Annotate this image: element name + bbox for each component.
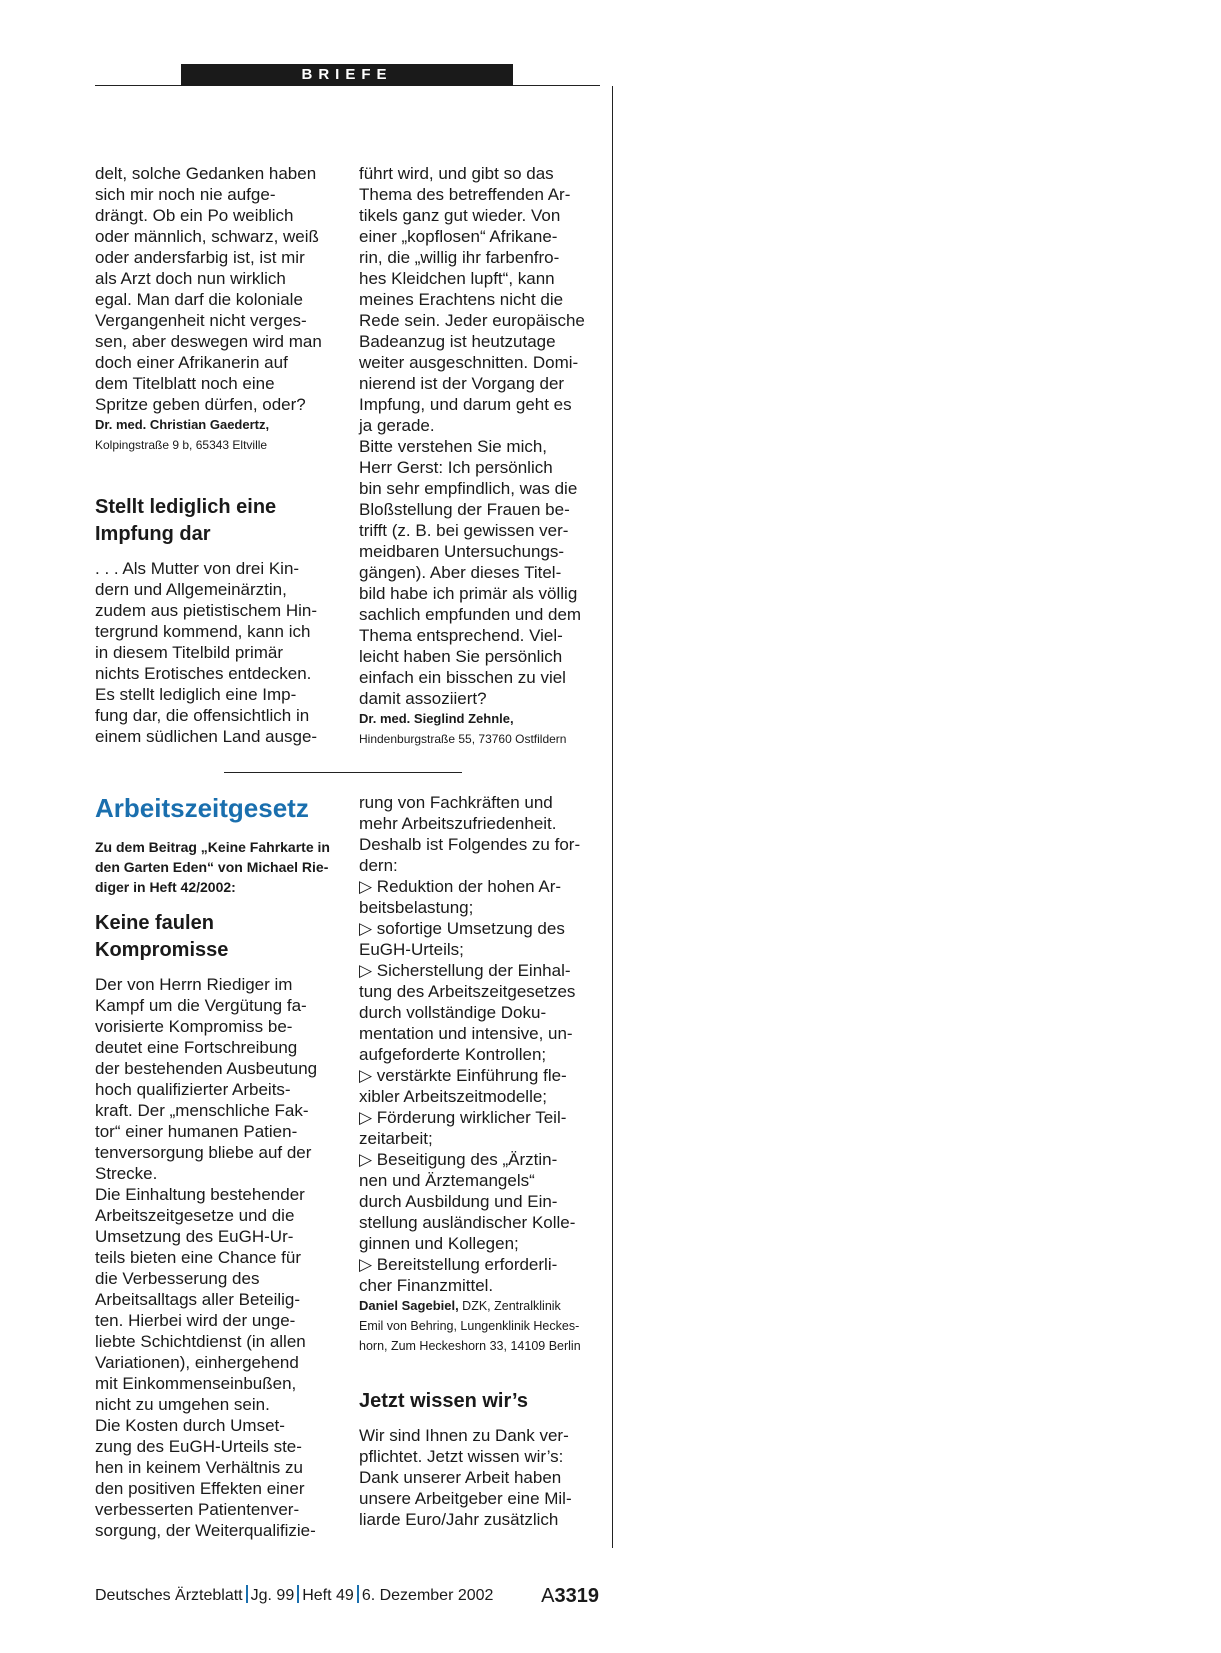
- text-line: zung des EuGH-Urteils ste-: [95, 1437, 302, 1456]
- text-line: in diesem Titelbild primär: [95, 643, 284, 662]
- letter-zehnle-continued: [359, 163, 599, 749]
- text-line: Spritze geben dürfen, oder?: [95, 395, 306, 414]
- text-line: drängt. Ob ein Po weiblich: [95, 206, 294, 225]
- text-line: einfach ein bisschen zu viel: [359, 668, 566, 687]
- letter-heading: Kompromisse: [95, 939, 229, 961]
- topic-intro: den Garten Eden“ von Michael Rie-: [95, 859, 329, 875]
- text-line: der bestehenden Ausbeutung: [95, 1059, 318, 1078]
- text-line: Wir sind Ihnen zu Dank ver-: [359, 1426, 569, 1445]
- journal-issue: Heft 49: [302, 1587, 354, 1604]
- text-line: führt wird, und gibt so das: [359, 164, 554, 183]
- signature-name: Daniel Sagebiel,: [359, 1298, 459, 1313]
- text-line: Arbeitszeitgesetze und die: [95, 1206, 295, 1225]
- signature-address: Emil von Behring, Lungenklinik Heckes-: [359, 1319, 580, 1333]
- text-line: als Arzt doch nun wirklich: [95, 269, 286, 288]
- text-line: leicht haben Sie persönlich: [359, 647, 563, 666]
- text-line: beitsbelastung;: [359, 898, 474, 917]
- text-line: Herr Gerst: Ich persönlich: [359, 458, 553, 477]
- text-line: xibler Arbeitszeitmodelle;: [359, 1087, 548, 1106]
- text-line: den positiven Effekten einer: [95, 1479, 305, 1498]
- topic-intro: Zu dem Beitrag „Keine Fahrkarte in: [95, 839, 330, 855]
- text-line: hoch qualifizierter Arbeits-: [95, 1080, 291, 1099]
- letter-heading: Impfung dar: [95, 523, 211, 545]
- text-line: weiter ausgeschnitten. Domi-: [359, 353, 579, 372]
- letter-zehnle-start: [95, 494, 335, 747]
- signature-name: Dr. med. Sieglind Zehnle,: [359, 711, 514, 726]
- text-line: doch einer Afrikanerin auf: [95, 353, 288, 372]
- text-line: rin, die „willig ihr farbenfro-: [359, 248, 560, 267]
- text-line: meidbaren Untersuchungs-: [359, 542, 565, 561]
- footer-separator: [297, 1585, 299, 1603]
- text-line: ginnen und Kollegen;: [359, 1234, 519, 1253]
- text-line: Es stellt lediglich eine Imp-: [95, 685, 297, 704]
- text-line: Impfung, und darum geht es: [359, 395, 572, 414]
- text-line: EuGH-Urteils;: [359, 940, 464, 959]
- text-line: mehr Arbeitszufriedenheit.: [359, 814, 557, 833]
- text-line: mentation und intensive, un-: [359, 1024, 573, 1043]
- text-line: unsere Arbeitgeber eine Mil-: [359, 1489, 572, 1508]
- text-line: dern und Allgemeinärztin,: [95, 580, 287, 599]
- text-line: zudem aus pietistischem Hin-: [95, 601, 318, 620]
- text-line: durch vollständige Doku-: [359, 1003, 547, 1022]
- text-line: Vergangenheit nicht verges-: [95, 311, 307, 330]
- text-line: nen und Ärztemangels“: [359, 1171, 535, 1190]
- text-line: tergrund kommend, kann ich: [95, 622, 311, 641]
- text-line: damit assoziiert?: [359, 689, 487, 708]
- topic-title: Arbeitszeitgesetz: [95, 793, 309, 823]
- text-line: Arbeitsalltags aller Beteilig-: [95, 1290, 301, 1309]
- text-line: . . . Als Mutter von drei Kin-: [95, 559, 300, 578]
- page-number-value: 3319: [554, 1585, 599, 1607]
- text-line: Thema entsprechend. Viel-: [359, 626, 563, 645]
- text-line: bin sehr empfindlich, was die: [359, 479, 578, 498]
- text-line: mit Einkommenseinbußen,: [95, 1374, 297, 1393]
- journal-name: Deutsches Ärzteblatt: [95, 1587, 243, 1604]
- text-line: bild habe ich primär als völlig: [359, 584, 578, 603]
- section-title: BRIEFE: [181, 64, 513, 86]
- section-divider: [224, 772, 462, 773]
- text-line: Rede sein. Jeder europäische: [359, 311, 585, 330]
- list-item: ▷ Bereitstellung erforderli-: [359, 1255, 558, 1274]
- text-line: tung des Arbeitszeitgesetzes: [359, 982, 576, 1001]
- text-line: vorisierte Kompromiss be-: [95, 1017, 293, 1036]
- text-line: delt, solche Gedanken haben: [95, 164, 317, 183]
- signature-affiliation: DZK, Zentralklinik: [458, 1299, 561, 1313]
- page-footer: [95, 1584, 605, 1608]
- topic-intro: diger in Heft 42/2002:: [95, 879, 236, 895]
- text-line: die Verbesserung des: [95, 1269, 260, 1288]
- text-line: Strecke.: [95, 1164, 158, 1183]
- text-line: aufgeforderte Kontrollen;: [359, 1045, 547, 1064]
- letter-sagebiel-continued: [359, 792, 599, 1530]
- text-line: Bloßstellung der Frauen be-: [359, 500, 570, 519]
- text-line: tor“ einer humanen Patien-: [95, 1122, 298, 1141]
- text-line: fung dar, die offensichtlich in: [95, 706, 310, 725]
- text-line: Die Kosten durch Umset-: [95, 1416, 285, 1435]
- text-line: nierend ist der Vorgang der: [359, 374, 565, 393]
- text-line: dem Titelblatt noch eine: [95, 374, 275, 393]
- footer-separator: [246, 1585, 248, 1603]
- text-line: sich mir noch nie aufge-: [95, 185, 276, 204]
- signature-address: horn, Zum Heckeshorn 33, 14109 Berlin: [359, 1339, 581, 1353]
- text-line: Variationen), einhergehend: [95, 1353, 299, 1372]
- text-line: oder männlich, schwarz, weiß: [95, 227, 319, 246]
- text-line: einem südlichen Land ausge-: [95, 727, 318, 746]
- text-line: oder andersfarbig ist, ist mir: [95, 248, 305, 267]
- text-line: sachlich empfunden und dem: [359, 605, 582, 624]
- text-line: gängen). Aber dieses Titel-: [359, 563, 562, 582]
- text-line: ten. Hierbei wird der unge-: [95, 1311, 296, 1330]
- text-line: sorgung, der Weiterqualifizie-: [95, 1521, 316, 1540]
- text-line: hes Kleidchen lupft“, kann: [359, 269, 555, 288]
- text-line: tenversorgung bliebe auf der: [95, 1143, 312, 1162]
- text-line: durch Ausbildung und Ein-: [359, 1192, 558, 1211]
- letter-heading: Jetzt wissen wir’s: [359, 1390, 528, 1412]
- text-line: zeitarbeit;: [359, 1129, 433, 1148]
- text-line: liebte Schichtdienst (in allen: [95, 1332, 306, 1351]
- text-line: Deshalb ist Folgendes zu for-: [359, 835, 581, 854]
- list-item: ▷ Förderung wirklicher Teil-: [359, 1108, 567, 1127]
- text-line: Bitte verstehen Sie mich,: [359, 437, 548, 456]
- text-line: Kampf um die Vergütung fa-: [95, 996, 307, 1015]
- text-line: stellung ausländischer Kolle-: [359, 1213, 576, 1232]
- journal-volume: Jg. 99: [250, 1587, 295, 1604]
- signature-address: Hindenburgstraße 55, 73760 Ostfildern: [359, 732, 567, 746]
- letter-gaedertz: [95, 163, 335, 455]
- page-prefix: A: [541, 1585, 555, 1607]
- list-item: ▷ Beseitigung des „Ärztin-: [359, 1150, 558, 1169]
- text-line: egal. Man darf die koloniale: [95, 290, 303, 309]
- text-line: meines Erachtens nicht die: [359, 290, 564, 309]
- text-line: dern:: [359, 856, 398, 875]
- signature: [359, 1296, 599, 1316]
- signature-address: Kolpingstraße 9 b, 65343 Eltville: [95, 438, 268, 452]
- text-line: deutet eine Fortschreibung: [95, 1038, 298, 1057]
- text-line: einer „kopflosen“ Afrikane-: [359, 227, 558, 246]
- list-item: ▷ verstärkte Einführung fle-: [359, 1066, 567, 1085]
- text-line: Dank unserer Arbeit haben: [359, 1468, 562, 1487]
- text-line: trifft (z. B. bei gewissen ver-: [359, 521, 569, 540]
- journal-date: 6. Dezember 2002: [361, 1587, 494, 1604]
- text-line: Die Einhaltung bestehender: [95, 1185, 305, 1204]
- text-line: Thema des betreffenden Ar-: [359, 185, 571, 204]
- text-line: Der von Herrn Riediger im: [95, 975, 293, 994]
- text-line: liarde Euro/Jahr zusätzlich: [359, 1510, 559, 1529]
- footer-separator: [357, 1585, 359, 1603]
- text-line: teils bieten eine Chance für: [95, 1248, 302, 1267]
- list-item: ▷ sofortige Umsetzung des: [359, 919, 565, 938]
- text-line: nichts Erotisches entdecken.: [95, 664, 312, 683]
- text-line: tikels ganz gut wieder. Von: [359, 206, 561, 225]
- text-line: kraft. Der „menschliche Fak-: [95, 1101, 309, 1120]
- letter-heading: Stellt lediglich eine: [95, 496, 277, 518]
- article-arbeitszeitgesetz: [95, 793, 335, 1541]
- text-line: Badeanzug ist heutzutage: [359, 332, 556, 351]
- text-line: rung von Fachkräften und: [359, 793, 553, 812]
- text-line: pflichtet. Jetzt wissen wir’s:: [359, 1447, 564, 1466]
- list-item: ▷ Sicherstellung der Einhal-: [359, 961, 571, 980]
- list-item: ▷ Reduktion der hohen Ar-: [359, 877, 562, 896]
- text-line: nicht zu umgehen sein.: [95, 1395, 270, 1414]
- signature-name: Dr. med. Christian Gaedertz,: [95, 417, 270, 432]
- text-line: sen, aber deswegen wird man: [95, 332, 322, 351]
- text-line: hen in keinem Verhältnis zu: [95, 1458, 303, 1477]
- text-line: Umsetzung des EuGH-Ur-: [95, 1227, 294, 1246]
- letter-body: [95, 163, 335, 415]
- letter-heading: Keine faulen: [95, 912, 214, 934]
- text-line: cher Finanzmittel.: [359, 1276, 494, 1295]
- text-line: verbesserten Patientenver-: [95, 1500, 300, 1519]
- page-number: [541, 1584, 599, 1608]
- text-line: ja gerade.: [359, 416, 435, 435]
- column-divider: [612, 86, 613, 1548]
